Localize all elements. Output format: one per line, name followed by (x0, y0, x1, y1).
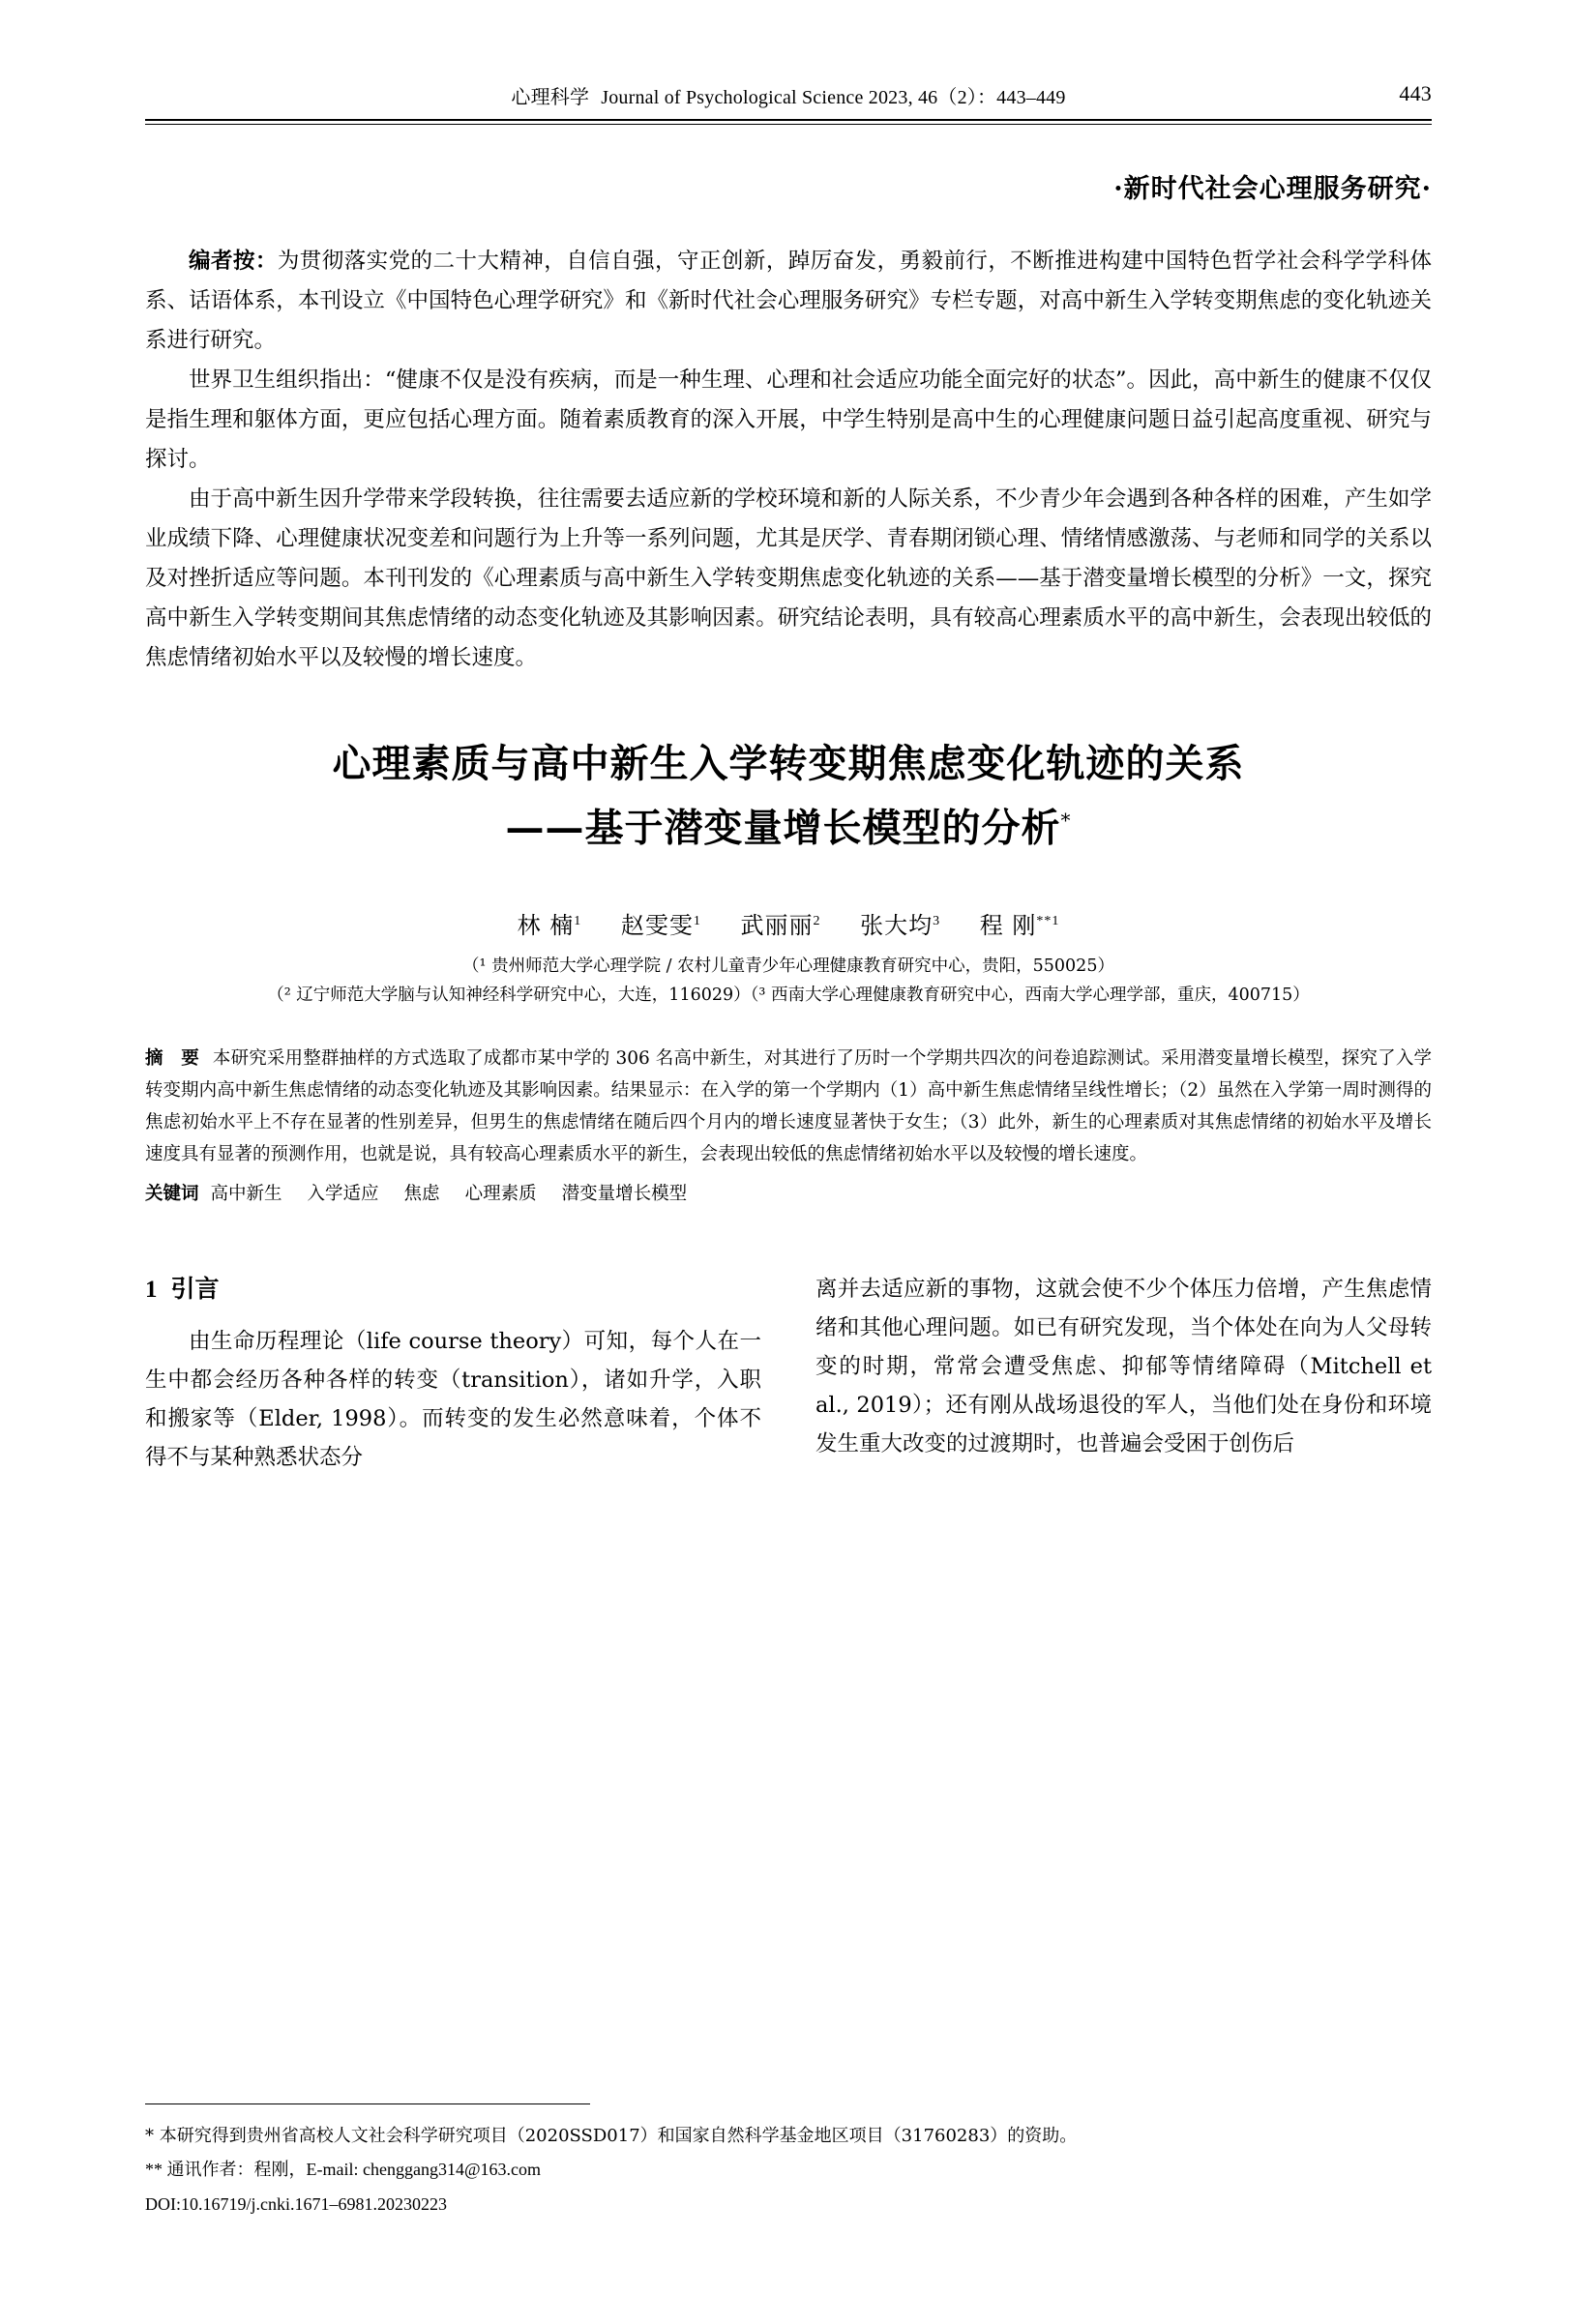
affiliations (145, 952, 1432, 1010)
doi-text: DOI:10.16719/j.cnki.1671–6981.20230223 (145, 2194, 447, 2214)
keyword-item: 焦虑 (403, 1184, 440, 1205)
column-left (145, 1270, 761, 1477)
author-name: 武丽丽 (740, 912, 814, 940)
footnote-rule (145, 2103, 590, 2104)
author-affil-marker: 1 (693, 914, 701, 929)
journal-name-en: Journal of Psychological Science 2023, 46（2）：443–449 (601, 87, 1066, 108)
affiliation-line-1: （¹ 贵州师范大学心理学院 / 农村儿童青少年心理健康教育研究中心，贵阳，550025） (462, 956, 1114, 977)
column-banner: ·新时代社会心理服务研究· (1113, 174, 1432, 204)
column-right (815, 1270, 1432, 1477)
journal-name-cn: 心理科学 (511, 85, 590, 108)
title-footnote-marker: * (1060, 809, 1072, 832)
paper-title-sub (145, 792, 1432, 856)
editor-note-paragraph-3: 由于高中新生因升学带来学段转换，往往需要去适应新的学校环境和新的人际关系，不少青少年会遇到各种各样的困难，产生如学业成绩下降、心理健康状况变差和问题行为上升等一系列问题，尤其是厌学、青春期闭锁心理、情绪情感激荡、与老师和同学的关系以及对挫折适应等问题。本刊刊发的《心理素质与高中新生入学转变期焦虑变化轨迹的关系——基于潜变量增长模型的分析》一文，探究高中新生入学转变期间其焦虑情绪的动态变化轨迹及其影响因素。研究结论表明，具有较高心理素质水平的高中新生，会表现出较低的焦虑情绪初始水平以及较慢的增长速度。 (145, 486, 1432, 670)
footnote-corresponding-author: ** 通讯作者：程刚，E-mail: chenggang314@163.com (145, 2160, 542, 2179)
paper-title-sub-text: ——基于潜变量增长模型的分析 (505, 805, 1061, 851)
editor-note (145, 242, 1432, 678)
author-item (980, 912, 1060, 939)
body-text-right (815, 1270, 1432, 1463)
author-name: 赵雯雯 (620, 912, 694, 940)
body-text-left (145, 1322, 761, 1477)
author-item (741, 912, 821, 939)
paragraph: 离并去适应新的事物，这就会使不少个体压力倍增，产生焦虑情绪和其他心理问题。如已有研究发现，当个体处在向为人父母转变的时期，常常会遭受焦虑、抑郁等情绪障碍（Mitchell et al., 2019）；还有刚从战场退役的军人，当他们处在身份和环境发生重大改变的过渡期时，也普遍会受困于创伤后 (815, 1277, 1432, 1457)
running-head (145, 81, 1432, 109)
editor-note-paragraph-1 (145, 242, 1432, 361)
keywords-label: 关键词 (145, 1184, 199, 1205)
title-block (145, 736, 1432, 856)
author-affil-marker: **1 (1036, 914, 1060, 929)
keyword-item: 心理素质 (464, 1184, 537, 1205)
abstract-label: 摘 要 (145, 1048, 205, 1070)
body-columns (145, 1270, 1432, 1477)
author-item (518, 912, 582, 939)
author-name: 林 楠 (517, 912, 575, 940)
editor-note-paragraph-2: 世界卫生组织指出：“健康不仅是没有疾病，而是一种生理、心理和社会适应功能全面完好的状态”。因此，高中新生的健康不仅仅是指生理和躯体方面，更应包括心理方面。随着素质教育的深入开展，中学生特别是高中生的心理健康问题日益引起高度重视、研究与探讨。 (145, 368, 1432, 472)
abstract-text: 本研究采用整群抽样的方式选取了成都市某中学的 306 名高中新生，对其进行了历时一个学期共四次的问卷追踪测试。采用潜变量增长模型，探究了入学转变期内高中新生焦虑情绪的动态变化轨迹及其影响因素。结果显示：在入学的第一个学期内（1）高中新生焦虑情绪呈线性增长；（2）虽然在入学第一周时测得的焦虑初始水平上不存在显著的性别差异，但男生的焦虑情绪在随后四个月内的增长速度显著快于女生；（3）此外，新生的心理素质对其焦虑情绪的初始水平及增长速度具有显著的预测作用，也就是说，具有较高心理素质水平的新生，会表现出较低的焦虑情绪初始水平以及较慢的增长速度。 (145, 1048, 1432, 1165)
affiliation-line-2: （² 辽宁师范大学脑与认知神经科学研究中心，大连，116029）（³ 西南大学心理健康教育研究中心，西南大学心理学部，重庆，400715） (267, 985, 1310, 1006)
abstract (145, 1043, 1432, 1170)
keyword-item: 入学适应 (307, 1184, 379, 1205)
author-item (860, 912, 940, 939)
page-number: 443 (1399, 81, 1432, 105)
footnotes (145, 2103, 1432, 2221)
author-name: 张大均 (860, 912, 934, 940)
author-name: 程 刚 (979, 912, 1037, 940)
keyword-item: 潜变量增长模型 (561, 1184, 688, 1205)
header-rule (145, 119, 1432, 125)
section-number: 1 (145, 1277, 158, 1304)
author-affil-marker: 3 (933, 914, 941, 929)
paper-title-main: 心理素质与高中新生入学转变期焦虑变化轨迹的关系 (332, 741, 1245, 786)
section-heading-introduction (145, 1270, 761, 1305)
editor-note-text-1: 为贯彻落实党的二十大精神，自信自强，守正创新，踔厉奋发，勇毅前行，不断推进构建中国特色哲学社会科学学科体系、话语体系，本刊设立《中国特色心理学研究》和《新时代社会心理服务研究》专栏专题，对高中新生入学转变期焦虑的变化轨迹关系进行研究。 (145, 249, 1432, 353)
editor-note-label: 编者按： (189, 249, 278, 274)
paragraph: 由生命历程理论（life course theory）可知，每个人在一生中都会经历各种各样的转变（transition），诸如升学，入职和搬家等（Elder, 1998）。而转变的发生必然意味着，个体不得不与某种熟悉状态分 (145, 1329, 761, 1471)
keywords (145, 1178, 1432, 1210)
author-item (621, 912, 701, 939)
keyword-item: 高中新生 (210, 1184, 282, 1205)
author-affil-marker: 2 (813, 914, 821, 929)
section-title: 引言 (170, 1275, 220, 1304)
author-list (145, 906, 1432, 940)
footnote-funding: * 本研究得到贵州省高校人文社会科学研究项目（2020SSD017）和国家自然科学基金地区项目（31760283）的资助。 (145, 2126, 1078, 2146)
author-affil-marker: 1 (574, 914, 582, 929)
page-content (145, 0, 1432, 1477)
